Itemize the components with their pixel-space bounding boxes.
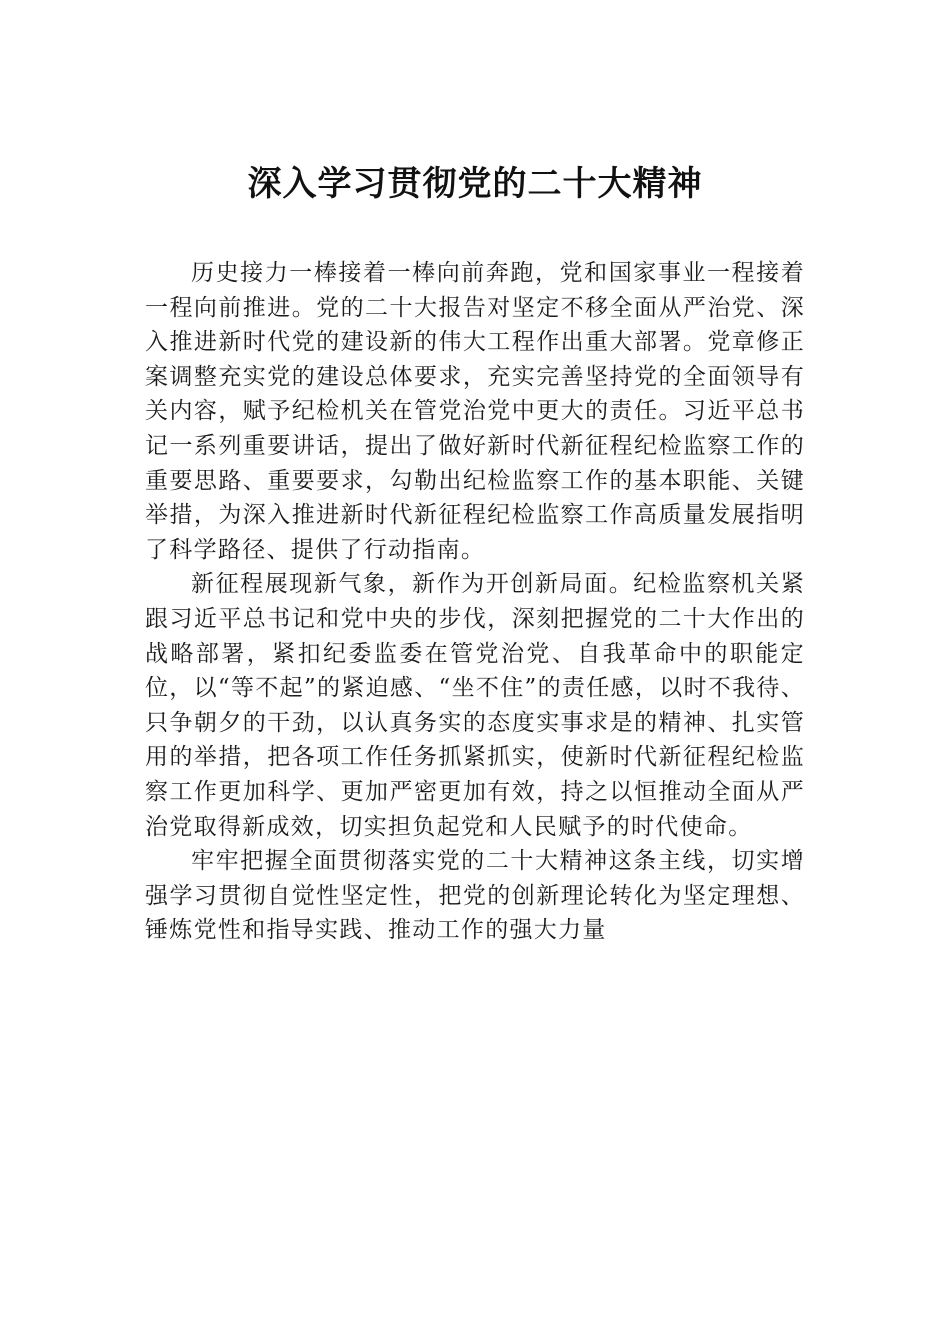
paragraph-1: 历史接力一棒接着一棒向前奔跑，党和国家事业一程接着一程向前推进。党的二十大报告对坚定不移全面从严治党、深入推进新时代党的建设新的伟大工程作出重大部署。党章修正案调整充实党的建设总体要求，充实完善坚持党的全面领导有关内容，赋予纪检机关在管党治党中更大的责任。习近平总书记一系列重要讲话，提出了做好新时代新征程纪检监察工作的重要思路、重要要求，勾勒出纪检监察工作的基本职能、关键举措，为深入推进新时代新征程纪检监察工作高质量发展指明了科学路径、提供了行动指南。 [145,260,805,563]
paragraph-2: 新征程展现新气象，新作为开创新局面。纪检监察机关紧跟习近平总书记和党中央的步伐，深刻把握党的二十大作出的战略部署，紧扣纪委监委在管党治党、自我革命中的职能定位，以“等不起”的紧迫感、“坐不住”的责任感，以时不我待、只争朝夕的干劲，以认真务实的态度实事求是的精神、扎实管用的举措，把各项工作任务抓紧抓实，使新时代新征程纪检监察工作更加科学、更加严密更加有效，持之以恒推动全面从严治党取得新成效，切实担负起党和人民赋予的时代使命。 [145,571,805,840]
paragraph-3: 牢牢把握全面贯彻落实党的二十大精神这条主线，切实增强学习贯彻自觉性坚定性，把党的创新理论转化为坚定理想、锤炼党性和指导实践、推动工作的强大力量 [145,848,805,944]
document-body [145,256,805,948]
document-title: 深入学习贯彻党的二十大精神 [247,164,703,204]
